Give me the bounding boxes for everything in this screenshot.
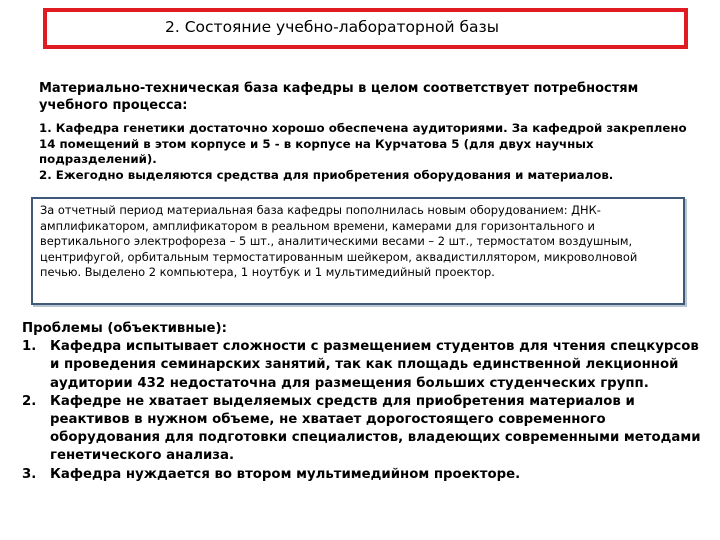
point-item: 1. Кафедра генетики достаточно хорошо обеспечена аудиториями. За кафедрой закреплено 14 помещений в этом корпусе и 5 - в корпусе на Курчатова 5 (для двух научных подразделений). [39, 121, 687, 166]
problem-item [22, 393, 712, 466]
problem-item [22, 338, 712, 393]
problem-number: 1. [22, 339, 37, 355]
intro-paragraph: Материально-техническая база кафедры в целом соответствует потребностям учебного процесса: [39, 81, 639, 113]
problem-item [22, 466, 712, 484]
problem-text: Кафедра нуждается во втором мультимедийном проекторе. [50, 466, 521, 482]
problems-section [22, 320, 712, 484]
report-box [31, 197, 685, 305]
slide-title-box [43, 8, 688, 49]
problem-text: Кафедре не хватает выделяемых средств для приобретения материалов и реактивов в нужном объеме, не хватает дорогостоящего современного оборудования для подготовки специалистов, владеющих современными методами генетического анализа. [50, 393, 701, 464]
point-item: 2. Ежегодно выделяются средства для приобретения оборудования и материалов. [39, 167, 614, 182]
problem-number: 2. [22, 393, 37, 409]
problems-list [22, 338, 712, 484]
points-list [39, 121, 699, 183]
problems-title: Проблемы (объективные): [22, 321, 227, 336]
problem-number: 3. [22, 466, 37, 482]
report-text: За отчетный период материальная база кафедры пополнилась новым оборудованием: ДНК-амплификатором, амплификатором в реальном времени, камерами для горизонтального и вертикального электрофореза – 5 шт., аналитическими весами – 2 шт., термостатом воздушным, центрифугой, орбитальным термостатированным шейкером, аквадистиллятором, микроволновой печью. Выделено 2 компьютера, 1 ноутбук и 1 мультимедийный проектор. [40, 203, 638, 280]
slide-title: 2. Состояние учебно-лабораторной базы [165, 18, 499, 36]
problem-text: Кафедра испытывает сложности с размещением студентов для чтения спецкурсов и проведения семинарских занятий, так как площадь единственной лекционной аудитории 432 недостаточна для размещения больших студенческих групп. [50, 339, 699, 391]
